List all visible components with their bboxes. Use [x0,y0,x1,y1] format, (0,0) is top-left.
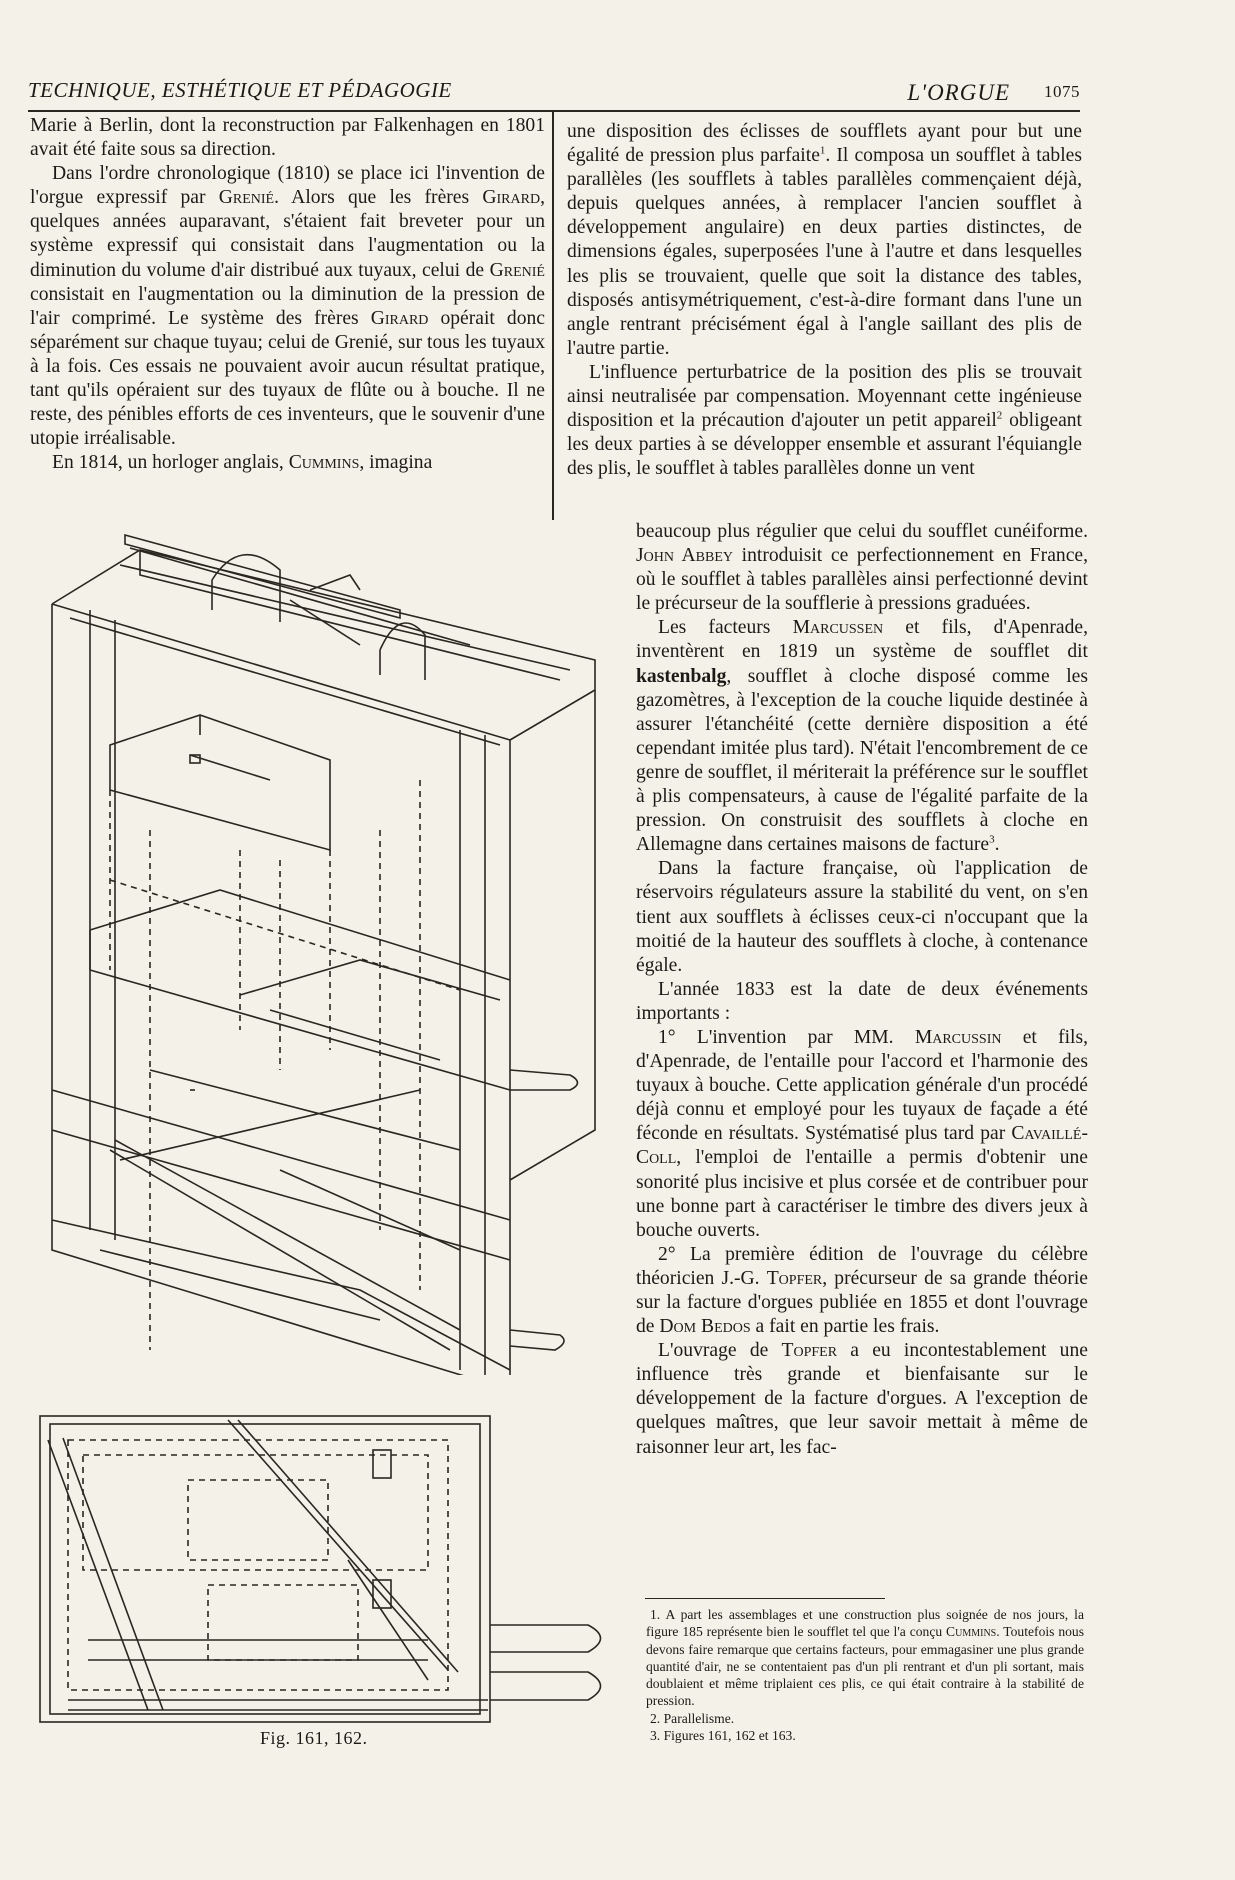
footnote-1 [646,1606,1084,1710]
text-run: beaucoup plus régulier que celui du soufflet cunéiforme. [636,521,1088,542]
text-run: L'ouvrage de [658,1340,782,1362]
text-run: et fils, d'Apenrade, inventèrent en 1819 un système de soufflet dit [636,617,1089,663]
text-run: . Alors que les frères [274,187,483,209]
footnote-ref: 2 [996,409,1003,422]
proper-name: Cummins [288,452,360,474]
text-run: 1° L'invention par MM. [658,1026,915,1048]
text-run: opérait donc séparément sur chaque tuyau; celui de Grenié, sur tous les tuyaux à la fois. Ces essais ne pouvaient avoir aucun résultat pratique, tant qu'ils opéraient sur des tuyaux de flûte ou à bouche. Il ne reste, des pénibles efforts de ces inventeurs, que le souvenir d'une utopie irréalisable. [30,307,545,450]
text-run: introduisit ce perfectionnement en France, où le soufflet à tables parallèles ainsi perfectionné devint le précurseur de la soufflerie à pressions graduées. [636,545,1088,615]
footnote-ref: 3 [989,833,995,846]
text-run: Marie à Berlin, dont la reconstruction par Falkenhagen en 1801 avait été faite sous sa direction. [30,115,545,161]
proper-name: Girard [370,307,429,329]
paragraph [30,451,545,475]
footnotes [646,1606,1084,1744]
text-run: , l'emploi de l'entaille a permis d'obtenir une sonorité plus incisive et plus corsée et de contribuer pour une bonne part à caractériser le timbre des divers jeux à bouche ouverts. [636,1147,1088,1241]
proper-name: John Abbey [636,545,734,567]
text-run: . [994,834,1000,856]
column-divider [552,110,554,520]
footnote-ref: 1 [819,144,826,157]
text-run: En 1814, un horloger anglais, [52,452,289,474]
proper-name: Topfer [766,1267,823,1289]
text-run: 2° La première édition de l'ouvrage du célèbre théoricien J.-G. [636,1243,1088,1289]
text-run: a eu incontestablement une influence très grande et bienfaisante sur le développement de la facture d'orgues. A l'exception de quelques maîtres, que leur savoir mettait à même de raisonner leur art, les fac- [636,1340,1088,1458]
text-run: et fils, d'Apenrade, de l'entaille pour l'accord et l'harmonie des tuyaux à bouche. Cette application générale d'un procédé déjà connu et employé pour les tuyaux de façade a été féconde en résultats. Systématisé plus tard par [636,1026,1089,1145]
term-bold: kastenbalg [636,665,727,687]
paragraph [567,120,1082,361]
left-column-text [30,114,545,475]
paragraph [636,1026,1088,1243]
text-run: Dans la facture française, où l'application de réservoirs régulateurs assure la stabilité du vent, on s'en tient aux soufflets à éclisses ceux-ci n'occupant que la moitié de la hauteur des soufflets à cloche, à contenance égale. [636,858,1088,976]
text-run: consistait en l'augmentation ou la diminution de la pression de l'air comprimé. Le système des frères [30,283,545,329]
paragraph [636,1339,1088,1459]
header-section-title: TECHNIQUE, ESTHÉTIQUE ET PÉDAGOGIE [28,78,452,102]
footnote-3: 3. Figures 161, 162 et 163. [650,1728,796,1744]
paragraph [636,1243,1088,1339]
proper-name: Cummins [946,1624,997,1640]
text-run: 1. A part les assemblages et une construction plus soignée de nos jours, la figure 185 représente bien le soufflet tel que l'a conçu [646,1607,1084,1640]
header-rule [28,110,1080,112]
paragraph [30,114,545,162]
bellows-isometric-illustration [40,530,630,1375]
right-column-top-text [567,120,1082,481]
bellows-plan-diagram [28,1410,618,1730]
text-run: Dans l'ordre chronologique (1810) se place ici l'invention de l'orgue expressif par [30,163,545,209]
text-run: L'influence perturbatrice de la position des plis se trouvait ainsi neutralisée par compensation. Moyennant cette ingénieuse disposition et la précaution d'ajouter un petit appareil [567,361,1082,432]
paragraph [636,616,1088,857]
paragraph [30,162,545,451]
footnote-rule [645,1598,885,1599]
paragraph [567,361,1082,481]
text-run: L'année 1833 est la date de deux événements importants : [636,978,1088,1024]
figure-caption: Fig. 161, 162. [260,1728,368,1748]
footnote-2: 2. Parallelisme. [650,1710,735,1726]
text-run: , soufflet à cloche disposé comme les gazomètres, à l'exception de la couche liquide destinée à assurer l'étanchéité (cette dernière disposition a été cependant imitée plus tard). N'était l'encombrement de ce genre de soufflet, il mériterait la préférence sur le soufflet à plis compensateurs, à cause de l'égalité parfaite de la pression. On construisit des soufflets à cloche en Allemagne dans certaines maisons de facture [636,665,1088,856]
proper-name: Marcussin [914,1026,1002,1048]
text-run: . Toutefois nous devons faire remarque que certains facteurs, pour emmagasiner une plus grande quantité d'air, ne se contentaient pas d'un pli rentrant et d'un pli sortant, mais doublaient et même triplaient ces plis, ce qui était contraire à la stabilité de pression. [646,1624,1085,1709]
text-run: , imagina [359,452,433,474]
text-run: a fait en partie les frais. [750,1316,940,1338]
proper-name: Grenié [489,259,545,281]
text-run: , précurseur de sa grande théorie sur la facture d'orgues publiée en 1855 et dont l'ouvrage de [636,1267,1088,1338]
right-column-bottom-text [636,520,1088,1460]
text-run: obligeant les deux parties à se développer ensemble et assurant l'équiangle des plis, le soufflet à tables parallèles donne un vent [567,410,1083,480]
text-run: une disposition des éclisses de soufflets ayant pour but une égalité de pression plus parfaite [567,121,1082,167]
paragraph [636,857,1088,977]
page-number: 1075 [1044,82,1080,101]
paragraph [636,978,1088,1026]
proper-name: Grenié [218,187,275,209]
proper-name: Marcussen [792,617,884,639]
proper-name: Cavaillé-Coll [636,1123,1088,1169]
text-run: , quelques années auparavant, s'étaient fait breveter pour un système expressif qui consistait dans l'augmentation ou la diminution du volume d'air distribué aux tuyaux, celui de [30,187,545,281]
paragraph [636,520,1088,616]
running-header [28,74,1080,108]
proper-name: Dom Bedos [659,1316,751,1338]
proper-name: Girard [482,187,541,209]
proper-name: Topfer [781,1340,838,1362]
text-run: Les facteurs [658,617,793,639]
text-run: . Il composa un soufflet à tables parallèles (les soufflets à tables parallèles commençaient déjà, depuis quelques années, à remplacer l'ancien soufflet à développement angulaire) en deux parties distinctes, de dimensions égales, superposées l'une à l'autre et dans lesquelles les plis se trouvaient, quelle que soit la distance des tables, disposés antisymétriquement, c'est-à-dire formant dans l'une un angle rentrant précisément égal à l'angle saillant des plis de l'autre partie. [567,145,1082,359]
header-chapter-title: L'ORGUE [907,80,1010,105]
